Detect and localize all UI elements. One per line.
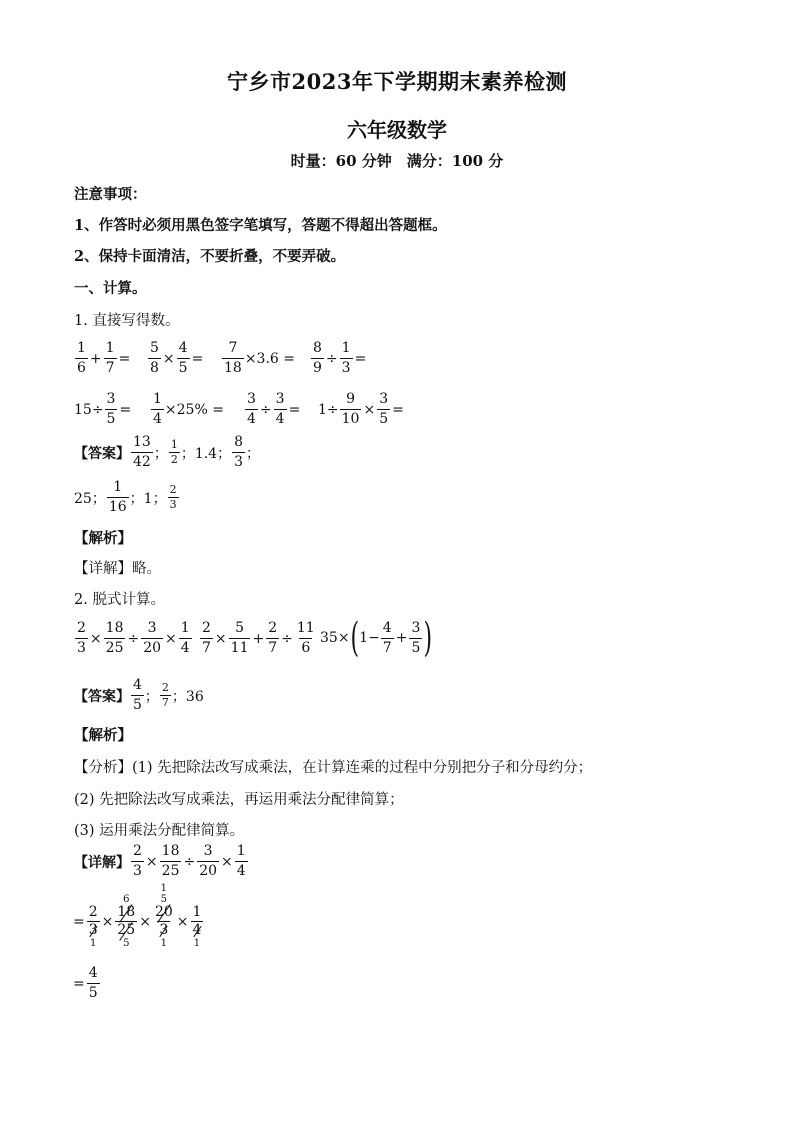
exam-subject: 六年级数学: [347, 118, 447, 142]
q2-stem: 2. 脱式计算。: [74, 592, 165, 608]
notice-item-2: 2、保持卡面清洁，不要折叠，不要弄破。: [74, 248, 346, 265]
q2-expr-1: $\frac{2}{3}$ × $\frac{18}{25}$ ÷ $\frac{3}{20}$ × $\frac{1}{4}$: [77, 620, 190, 656]
q2-analysis-line-3: (3) 运用乘法分配律简算。: [74, 823, 245, 839]
notice-item-1: 1、作答时必须用黑色签字笔填写，答题不得超出答题框。: [74, 217, 447, 234]
answer-tag: 【答案】: [74, 445, 130, 462]
answer-tag: 【答案】: [74, 688, 130, 705]
q2-answer: 【答案】 4 5 ； 2 7 ；36: [74, 677, 204, 713]
q2-detail-step-2: = 2 3 1 × 6 18 25 5 × 1 5 20 3 1 × 1 4 1: [73, 883, 202, 949]
exam-title: 宁乡市2023年下学期期末素养检测: [227, 69, 567, 94]
q2-detail-step-3: = $\frac{4}{5}$: [73, 965, 98, 1001]
q1-expr: 1 6 + $\frac{1}{7}$ =: [77, 340, 131, 376]
q1-expr: 1÷ $\frac{9}{10}$ × $\frac{3}{5}$ =: [318, 391, 404, 427]
q1-stem: 1. 直接写得数。: [74, 313, 180, 329]
q1-answer-line-1: 【答案】 13 42 ； 1 2 ；1.4； 8 3 ；: [74, 434, 261, 470]
q1-expr: $\frac{8}{9}$ ÷ $\frac{1}{3}$ =: [313, 340, 367, 376]
q1-analysis-tag: 【解析】: [74, 530, 132, 547]
q2-detail-step-1: 【详解】 $\frac{2}{3}$ × $\frac{18}{25}$ ÷ $\frac{3}{20}$ × $\frac{1}{4}$: [74, 843, 246, 879]
exam-meta: 时量：60 分钟 满分：100 分: [290, 152, 504, 170]
q1-expr: $\frac{5}{8}$ × $\frac{4}{5}$ =: [150, 340, 204, 376]
section-1-heading: 一、计算。: [74, 280, 147, 297]
notice-heading: 注意事项：: [74, 186, 147, 203]
q1-answer-line-2: 25； 1 16 ；1； 2 3: [74, 479, 177, 515]
q1-detail: 【详解】略。: [74, 561, 161, 577]
q2-analysis-tag: 【解析】: [74, 727, 132, 744]
q1-expr: $\frac{1}{4}$ ×25% =: [153, 391, 224, 427]
q1-expr: 15÷ $\frac{3}{5}$ =: [74, 391, 132, 427]
detail-tag: 【详解】: [74, 854, 130, 871]
q2-expr-2: $\frac{2}{7}$ × $\frac{5}{11}$ + $\frac{2}{7}$ ÷ $\frac{11}{6}$: [202, 620, 315, 656]
q2-expr-3: 35× ( 1− $\frac{4}{7}$ + $\frac{3}{5}$ ): [320, 615, 433, 661]
q2-analysis-line-2: (2) 先把除法改写成乘法，再运用乘法分配律简算；: [74, 792, 404, 808]
q1-expr: $\frac{3}{4}$ ÷ $\frac{3}{4}$ =: [247, 391, 301, 427]
q2-analysis-line-1: 【分析】(1) 先把除法改写成乘法，在计算连乘的过程中分别把分子和分母约分；: [74, 760, 593, 776]
q1-expr: $\frac{7}{18}$ ×3.6 =: [224, 340, 296, 376]
